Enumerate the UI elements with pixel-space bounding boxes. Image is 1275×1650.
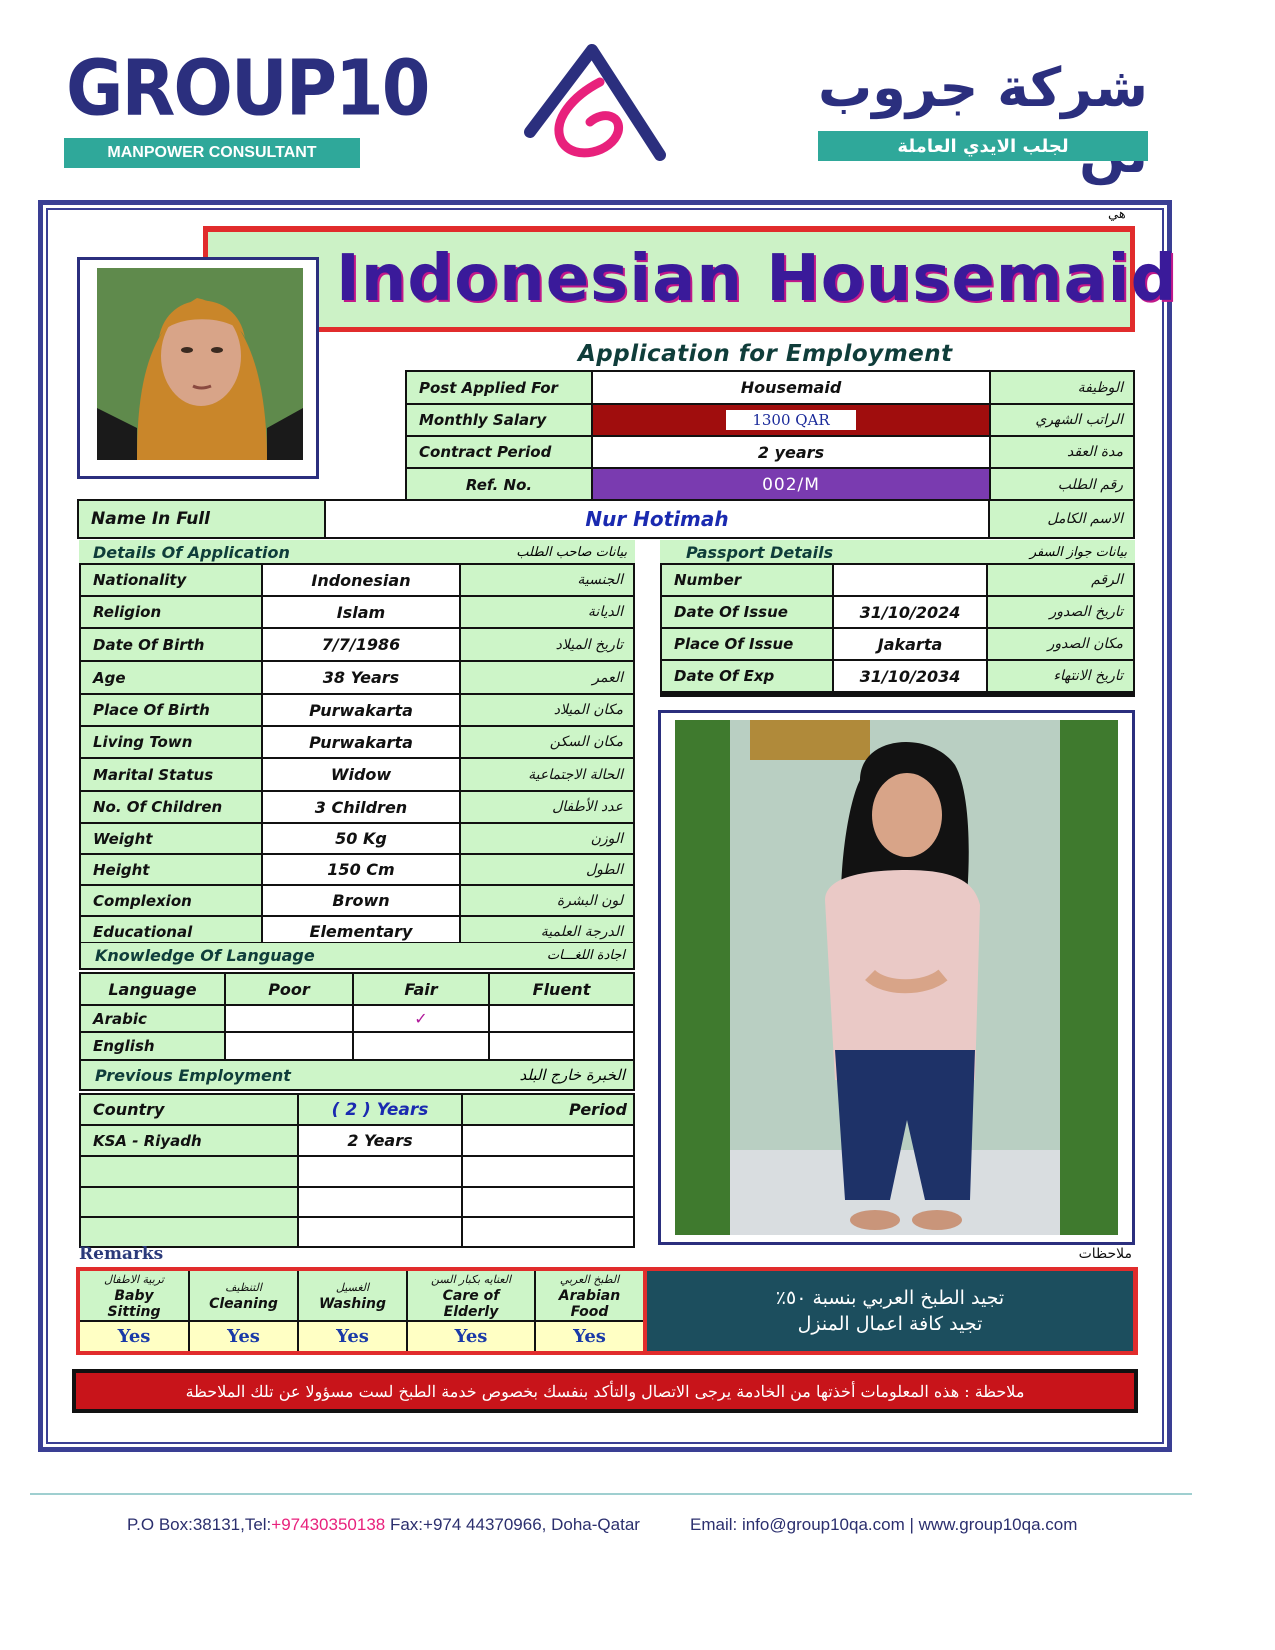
language-table — [79, 972, 635, 1061]
prev-period — [463, 1188, 633, 1216]
detail-label: Age — [81, 662, 261, 693]
detail-label: Place Of Birth — [81, 695, 261, 725]
detail-ar: الدرجة العلمية — [461, 917, 633, 944]
prev-country: KSA - Riyadh — [81, 1126, 297, 1155]
details-header — [79, 540, 635, 564]
passport-table — [660, 563, 1135, 697]
prev-country — [81, 1188, 297, 1216]
note-text: ملاحظة : هذه المعلومات أخذتها من الخادمة يرجى الاتصال والتأكد بنفسك بخصوص خدمة الطبخ لست مسؤولا عن تلك الملاحظة — [76, 1373, 1134, 1409]
portrait-frame — [77, 257, 319, 479]
header — [0, 0, 1275, 190]
prev-period — [463, 1126, 633, 1155]
detail-ar: تاريخ الميلاد — [461, 629, 633, 660]
house-logo-icon — [520, 40, 670, 165]
skill-en: Elderly — [443, 1303, 499, 1320]
footer-address-a: P.O Box:38131,Tel: — [127, 1515, 272, 1534]
detail-ar: الجنسية — [461, 565, 633, 595]
passport-value: 31/10/2024 — [834, 597, 986, 627]
skill-value: Yes — [408, 1322, 534, 1351]
arabic-logo-text: شركة جروب — [818, 56, 1148, 119]
detail-value: 50 Kg — [263, 824, 459, 853]
lang-arabic-fair: ✓ — [354, 1006, 488, 1031]
prev-title-ar: الخبرة خارج البلد — [519, 1066, 625, 1084]
footer-address — [127, 1515, 640, 1535]
skill-header — [408, 1271, 534, 1320]
salary-ar: الراتب الشهري — [991, 405, 1133, 435]
prev-header — [79, 1061, 635, 1091]
detail-value: Brown — [263, 886, 459, 915]
skill-en: Sitting — [107, 1303, 161, 1320]
details-table — [79, 563, 635, 944]
salary-value: 1300 QAR — [726, 410, 855, 430]
detail-value: Purwakarta — [263, 695, 459, 725]
detail-label: Nationality — [81, 565, 261, 595]
skill-en: Care of — [442, 1287, 500, 1304]
skill-header — [299, 1271, 406, 1320]
passport-value: Jakarta — [834, 629, 986, 659]
job-table — [405, 370, 1135, 502]
remarks-line-2: تجيد كافة اعمال المنزل — [797, 1313, 983, 1335]
salary-cell — [593, 405, 989, 435]
skill-en: Food — [570, 1303, 609, 1320]
skill-en: Arabian — [558, 1287, 621, 1304]
skill-en: Washing — [318, 1295, 387, 1312]
lang-arabic: Arabic — [81, 1006, 224, 1031]
passport-title-ar: بيانات جواز السفر — [1029, 544, 1127, 560]
post-label: Post Applied For — [407, 372, 591, 403]
ref-ar: رقم الطلب — [991, 469, 1133, 500]
lang-english: English — [81, 1033, 224, 1059]
skill-header — [80, 1271, 188, 1320]
ref-label: Ref. No. — [407, 469, 591, 500]
group10-logo-text: GROUP10 — [66, 42, 429, 134]
skill-value: Yes — [80, 1322, 188, 1351]
skill-header — [536, 1271, 643, 1320]
passport-title: Passport Details — [686, 542, 834, 562]
lang-english-fluent — [490, 1033, 633, 1059]
footer-address-b: Fax:+974 44370966, Doha-Qatar — [385, 1515, 640, 1534]
language-header — [79, 943, 635, 970]
passport-ar: مكان الصدور — [988, 629, 1133, 659]
lang-english-poor — [226, 1033, 352, 1059]
detail-value: 3 Children — [263, 792, 459, 822]
prev-country — [81, 1157, 297, 1186]
passport-value: 31/10/2034 — [834, 661, 986, 691]
prev-years: 2 Years — [299, 1126, 461, 1155]
prev-years — [299, 1188, 461, 1216]
fullbody-photo — [675, 720, 1118, 1235]
prev-table — [79, 1093, 635, 1248]
name-row — [77, 499, 1135, 539]
form-subtitle: Application for Employment — [578, 341, 953, 367]
passport-value — [834, 565, 986, 595]
detail-value: 38 Years — [263, 662, 459, 693]
post-value: Housemaid — [593, 372, 989, 403]
skill-value: Yes — [190, 1322, 297, 1351]
lang-arabic-poor — [226, 1006, 352, 1031]
passport-ar: الرقم — [988, 565, 1133, 595]
prev-period — [463, 1218, 633, 1246]
detail-label: Height — [81, 855, 261, 884]
skill-header — [190, 1271, 297, 1320]
salary-label: Monthly Salary — [407, 405, 591, 435]
skill-en: Baby — [114, 1287, 154, 1304]
detail-label: No. Of Children — [81, 792, 261, 822]
lang-header-language: Language — [81, 974, 224, 1004]
passport-header — [660, 540, 1135, 564]
detail-ar: الديانة — [461, 597, 633, 627]
prev-years — [299, 1157, 461, 1186]
lang-header-fair: Fair — [354, 974, 488, 1004]
detail-ar: عدد الأطفال — [461, 792, 633, 822]
prev-period — [463, 1157, 633, 1186]
passport-ar: تاريخ الصدور — [988, 597, 1133, 627]
detail-value: Purwakarta — [263, 727, 459, 757]
passport-label: Date Of Exp — [662, 661, 832, 691]
skill-en: Cleaning — [209, 1295, 278, 1312]
detail-value: Elementary — [263, 917, 459, 944]
detail-value: 150 Cm — [263, 855, 459, 884]
language-title-ar: اجادة اللغـــات — [546, 948, 625, 963]
detail-ar: لون البشرة — [461, 886, 633, 915]
lang-header-poor: Poor — [226, 974, 352, 1004]
contract-ar: مدة العقد — [991, 437, 1133, 467]
detail-label: Date Of Birth — [81, 629, 261, 660]
prev-header-years: ( 2 ) Years — [299, 1095, 461, 1124]
passport-label: Number — [662, 565, 832, 595]
prev-header-country: Country — [81, 1095, 297, 1124]
detail-label: Religion — [81, 597, 261, 627]
fullbody-frame — [658, 710, 1135, 1245]
remarks-box — [647, 1271, 1133, 1351]
detail-ar: العمر — [461, 662, 633, 693]
details-title-ar: بيانات صاحب الطلب — [516, 544, 627, 560]
contract-value: 2 years — [593, 437, 989, 467]
lang-header-fluent: Fluent — [490, 974, 633, 1004]
detail-label: Educational — [81, 917, 261, 944]
note-banner — [72, 1369, 1138, 1413]
arabic-logo-subtitle: لجلب الايدي العاملة — [818, 131, 1148, 161]
name-ar: الاسم الكامل — [990, 501, 1133, 537]
contract-label: Contract Period — [407, 437, 591, 467]
lang-english-fair — [354, 1033, 488, 1059]
detail-value: Indonesian — [263, 565, 459, 595]
prev-header-period: Period — [463, 1095, 633, 1124]
skills-panel — [76, 1267, 1138, 1355]
remarks-label: Remarks — [79, 1244, 164, 1264]
footer-contact: Email: info@group10qa.com | www.group10qa.com — [690, 1515, 1078, 1534]
detail-value: Islam — [263, 597, 459, 627]
skill-value: Yes — [299, 1322, 406, 1351]
detail-value: 7/7/1986 — [263, 629, 459, 660]
prev-country — [81, 1218, 297, 1246]
lang-arabic-fluent — [490, 1006, 633, 1031]
detail-value: Widow — [263, 759, 459, 790]
skills-grid — [80, 1271, 643, 1351]
details-title: Details Of Application — [93, 542, 290, 562]
passport-label: Place Of Issue — [662, 629, 832, 659]
detail-label: Complexion — [81, 886, 261, 915]
ref-value: 002/M — [593, 469, 989, 500]
skill-ar: العنايه بكبار السن — [430, 1272, 512, 1286]
passport-ar: تاريخ الانتهاء — [988, 661, 1133, 691]
portrait-photo — [97, 268, 303, 460]
page-title: Indonesian Housemaid — [336, 242, 1178, 316]
name-label: Name In Full — [79, 501, 324, 537]
language-title: Knowledge Of Language — [95, 946, 315, 965]
detail-ar: الحالة الاجتماعية — [461, 759, 633, 790]
prev-title: Previous Employment — [95, 1065, 291, 1085]
corner-mark: هي — [1108, 207, 1126, 222]
skill-ar: الغسيل — [335, 1280, 370, 1294]
detail-label: Weight — [81, 824, 261, 853]
skill-ar: الطبخ العربي — [559, 1272, 620, 1286]
name-value: Nur Hotimah — [326, 501, 988, 537]
group10-logo-subtitle: MANPOWER CONSULTANT — [64, 138, 360, 168]
detail-label: Marital Status — [81, 759, 261, 790]
skill-ar: تربية الاطفال — [104, 1272, 164, 1286]
detail-ar: الوزن — [461, 824, 633, 853]
detail-label: Living Town — [81, 727, 261, 757]
post-ar: الوظيفة — [991, 372, 1133, 403]
footer-divider — [30, 1493, 1192, 1495]
footer-tel: +97430350138 — [271, 1515, 386, 1534]
detail-ar: الطول — [461, 855, 633, 884]
detail-ar: مكان الميلاد — [461, 695, 633, 725]
remarks-label-ar: ملاحظات — [1078, 1246, 1132, 1262]
passport-label: Date Of Issue — [662, 597, 832, 627]
remarks-line-1: تجيد الطبخ العربي بنسبة ٥٠٪ — [775, 1287, 1005, 1309]
detail-ar: مكان السكن — [461, 727, 633, 757]
skill-value: Yes — [536, 1322, 643, 1351]
prev-years — [299, 1218, 461, 1246]
skill-ar: التنظيف — [225, 1280, 262, 1294]
